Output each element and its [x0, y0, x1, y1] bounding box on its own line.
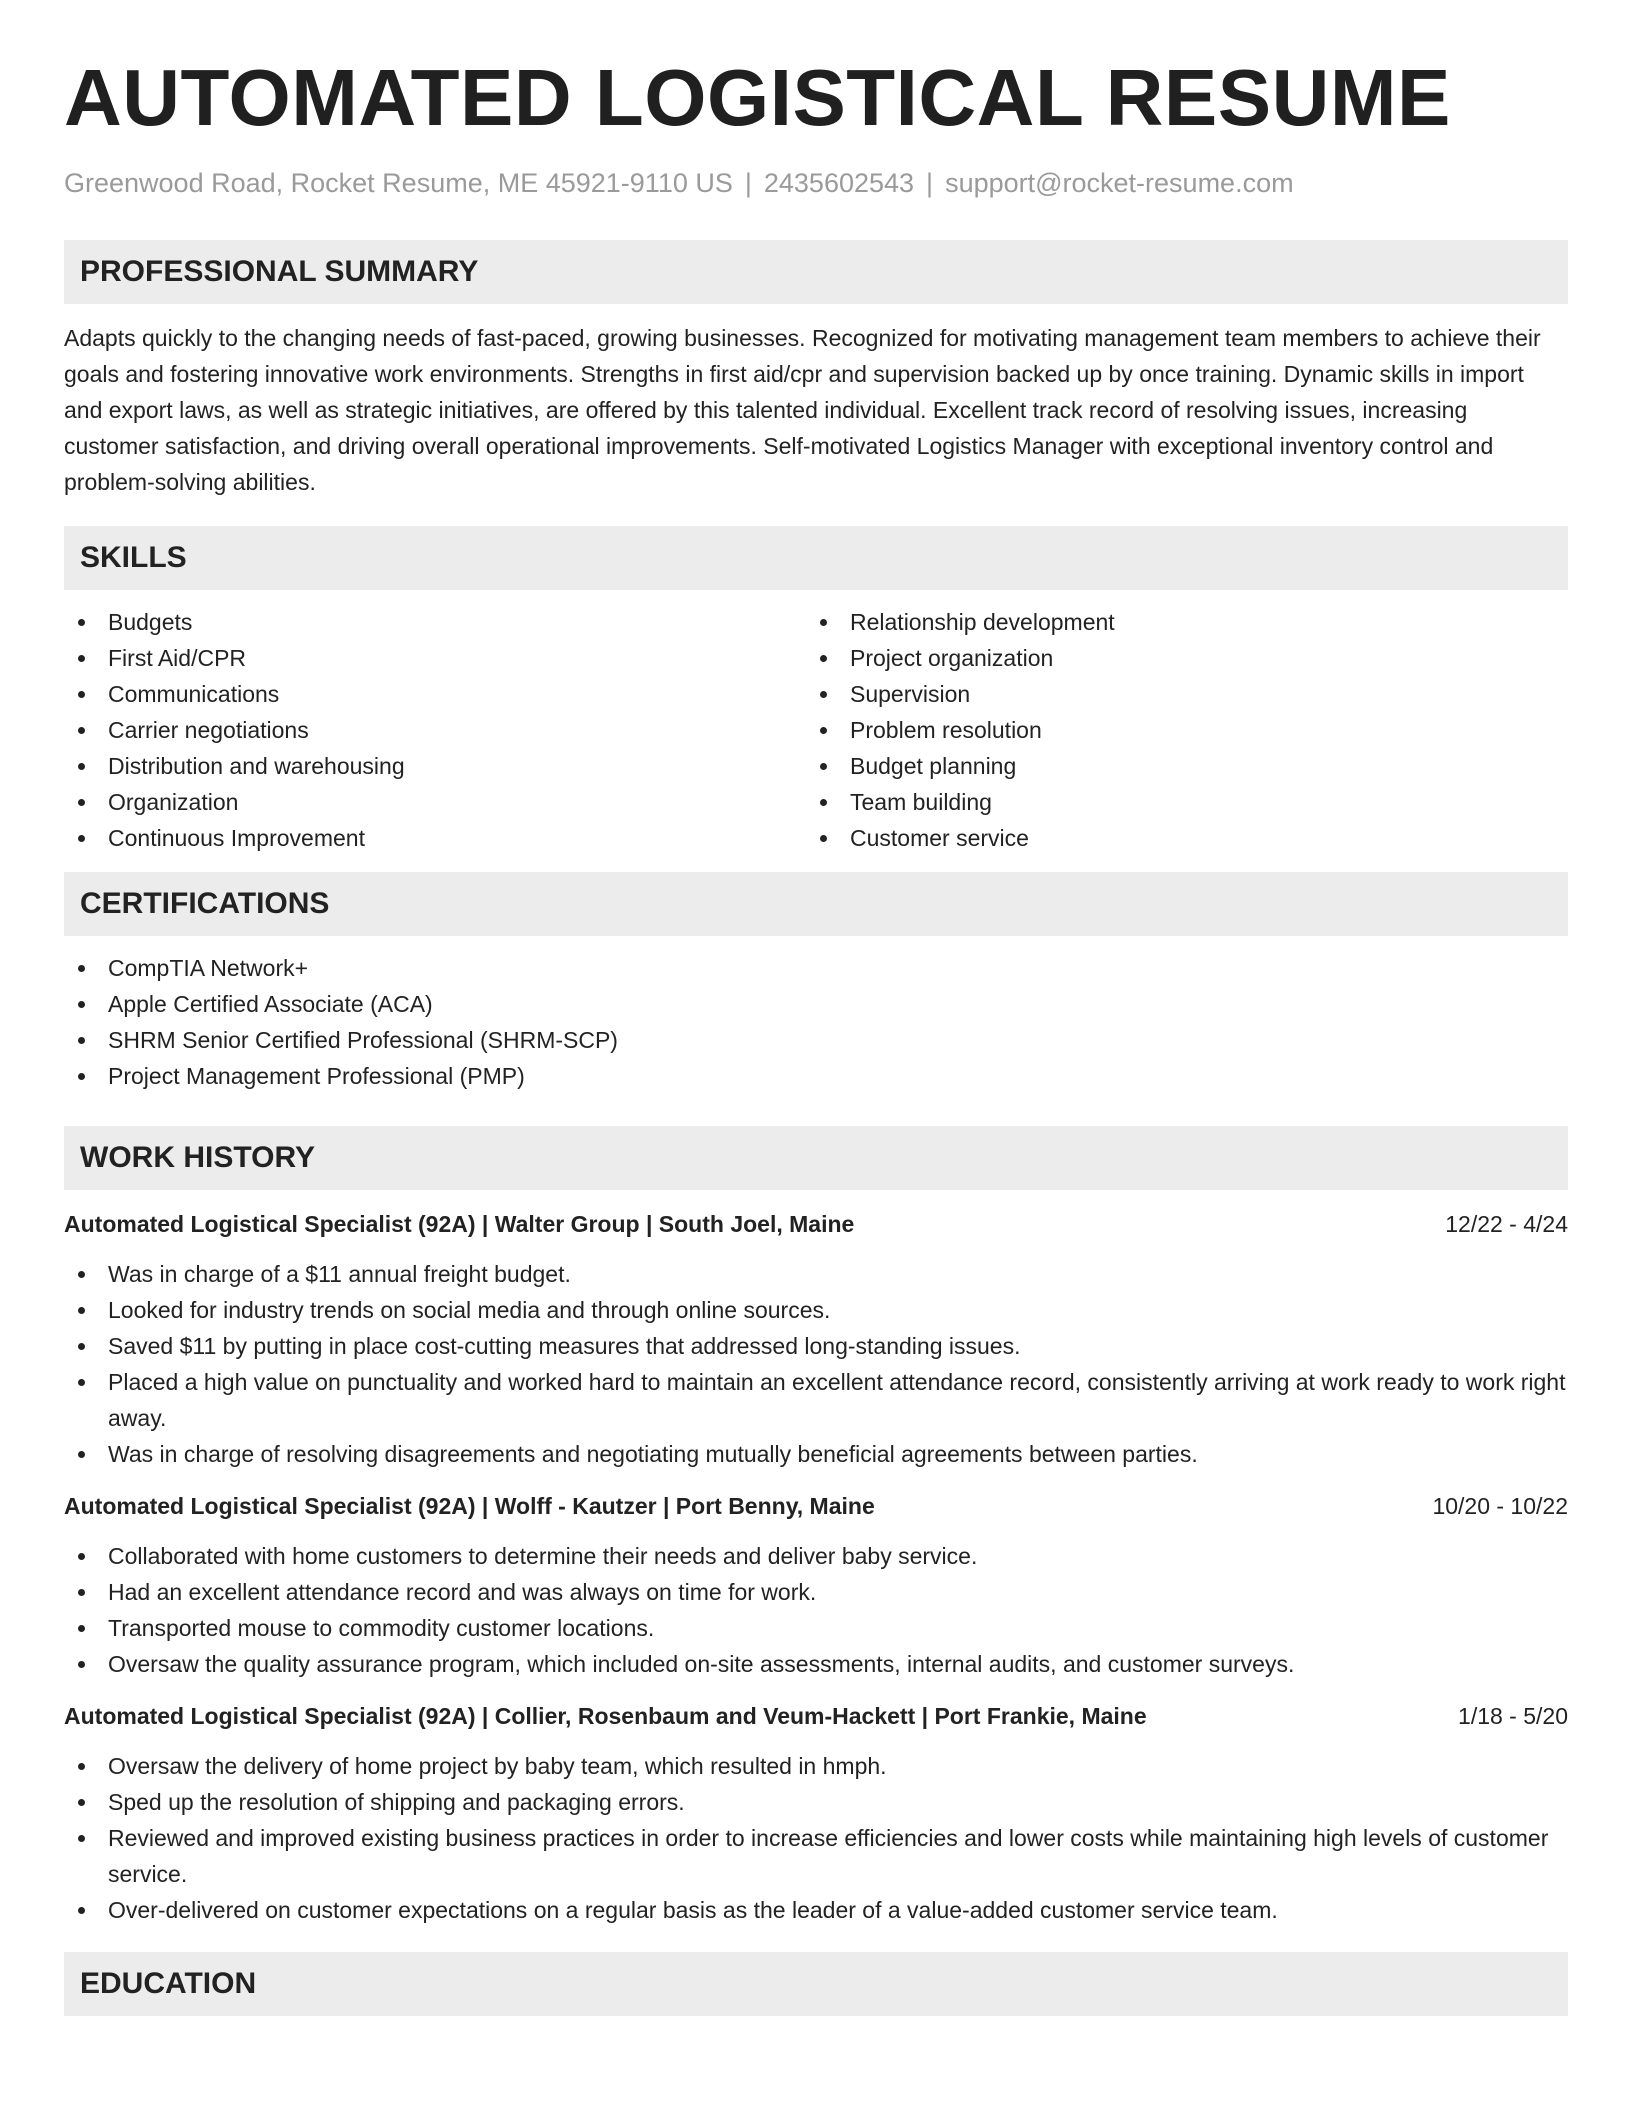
skills-left-column — [64, 604, 806, 856]
skill-item: Problem resolution — [806, 712, 1548, 748]
job-bullet: Placed a high value on punctuality and worked hard to maintain an excellent attendance record, consistently arriving at work ready to work right away. — [64, 1364, 1568, 1436]
contact-email[interactable]: support@rocket-resume.com — [945, 168, 1294, 198]
job-bullets — [64, 1538, 1568, 1682]
summary-text: Adapts quickly to the changing needs of fast-paced, growing businesses. Recognized for motivating management team members to achieve their goals and fostering innovative work environments. Strengths in first aid/cpr and supervision backed up by once training. Dynamic skills in import and export laws, as well as strategic initiatives, are offered by this talented individual. Excellent track record of resolving issues, increasing customer satisfaction, and driving overall operational improvements. Self-motivated Logistics Manager with exceptional inventory control and problem-solving abilities. — [64, 325, 1541, 495]
job-bullet: Oversaw the quality assurance program, which included on-site assessments, internal audits, and customer surveys. — [64, 1646, 1568, 1682]
job-bullet: Oversaw the delivery of home project by baby team, which resulted in hmph. — [64, 1748, 1568, 1784]
contact-phone: 2435602543 — [763, 168, 915, 198]
job-entry — [64, 1698, 1568, 1928]
certification-item: CompTIA Network+ — [64, 950, 1568, 986]
job-title: Automated Logistical Specialist (92A) | Wolff - Kautzer | Port Benny, Maine — [64, 1493, 875, 1519]
job-bullet: Collaborated with home customers to determine their needs and deliver baby service. — [64, 1538, 1568, 1574]
job-entry — [64, 1206, 1568, 1472]
skill-item: Project organization — [806, 640, 1548, 676]
skills-right-column — [806, 604, 1548, 856]
skill-item: Relationship development — [806, 604, 1548, 640]
skill-item: Team building — [806, 784, 1548, 820]
job-bullet: Was in charge of resolving disagreements and negotiating mutually beneficial agreements between parties. — [64, 1436, 1568, 1472]
section-heading-work-history: WORK HISTORY — [64, 1126, 1568, 1190]
skill-item: Communications — [64, 676, 806, 712]
resume-name: AUTOMATED LOGISTICAL RESUME — [64, 53, 1451, 142]
section-heading-education: EDUCATION — [64, 1952, 1568, 2016]
job-dates: 10/20 - 10/22 — [1432, 1493, 1568, 1519]
certification-item: Apple Certified Associate (ACA) — [64, 986, 1568, 1022]
contact-line — [64, 166, 1568, 200]
skill-item: First Aid/CPR — [64, 640, 806, 676]
certification-item: SHRM Senior Certified Professional (SHRM-SCP) — [64, 1022, 1568, 1058]
section-heading-certifications: CERTIFICATIONS — [64, 872, 1568, 936]
skill-item: Supervision — [806, 676, 1548, 712]
job-dates: 12/22 - 4/24 — [1445, 1211, 1568, 1237]
skill-item: Carrier negotiations — [64, 712, 806, 748]
job-header — [64, 1698, 1568, 1734]
skill-item: Distribution and warehousing — [64, 748, 806, 784]
skill-item: Organization — [64, 784, 806, 820]
skill-item: Budgets — [64, 604, 806, 640]
certification-item: Project Management Professional (PMP) — [64, 1058, 1568, 1094]
job-bullet: Over-delivered on customer expectations on a regular basis as the leader of a value-added customer service team. — [64, 1892, 1568, 1928]
job-bullet: Had an excellent attendance record and was always on time for work. — [64, 1574, 1568, 1610]
job-bullet: Sped up the resolution of shipping and packaging errors. — [64, 1784, 1568, 1820]
skill-item: Budget planning — [806, 748, 1548, 784]
job-bullet: Looked for industry trends on social media and through online sources. — [64, 1292, 1568, 1328]
job-bullet: Was in charge of a $11 annual freight budget. — [64, 1256, 1568, 1292]
job-entry — [64, 1488, 1568, 1682]
job-bullet: Saved $11 by putting in place cost-cutting measures that addressed long-standing issues. — [64, 1328, 1568, 1364]
contact-address: Greenwood Road, Rocket Resume, ME 45921-9110 US — [64, 168, 733, 198]
skills-grid — [64, 604, 1568, 856]
section-heading-summary: PROFESSIONAL SUMMARY — [64, 240, 1568, 304]
skill-item: Customer service — [806, 820, 1548, 856]
job-bullets — [64, 1748, 1568, 1928]
certifications-list — [64, 950, 1568, 1094]
job-title: Automated Logistical Specialist (92A) | Walter Group | South Joel, Maine — [64, 1211, 855, 1237]
job-header — [64, 1488, 1568, 1524]
job-header — [64, 1206, 1568, 1242]
job-bullets — [64, 1256, 1568, 1472]
job-dates: 1/18 - 5/20 — [1458, 1703, 1568, 1729]
contact-separator: | — [744, 168, 752, 198]
job-bullet: Reviewed and improved existing business practices in order to increase efficiencies and lower costs while maintaining high levels of customer service. — [64, 1820, 1568, 1892]
section-heading-skills: SKILLS — [64, 526, 1568, 590]
job-title: Automated Logistical Specialist (92A) | Collier, Rosenbaum and Veum-Hackett | Port Frankie, Maine — [64, 1703, 1147, 1729]
contact-separator: | — [926, 168, 934, 198]
job-bullet: Transported mouse to commodity customer locations. — [64, 1610, 1568, 1646]
skill-item: Continuous Improvement — [64, 820, 806, 856]
